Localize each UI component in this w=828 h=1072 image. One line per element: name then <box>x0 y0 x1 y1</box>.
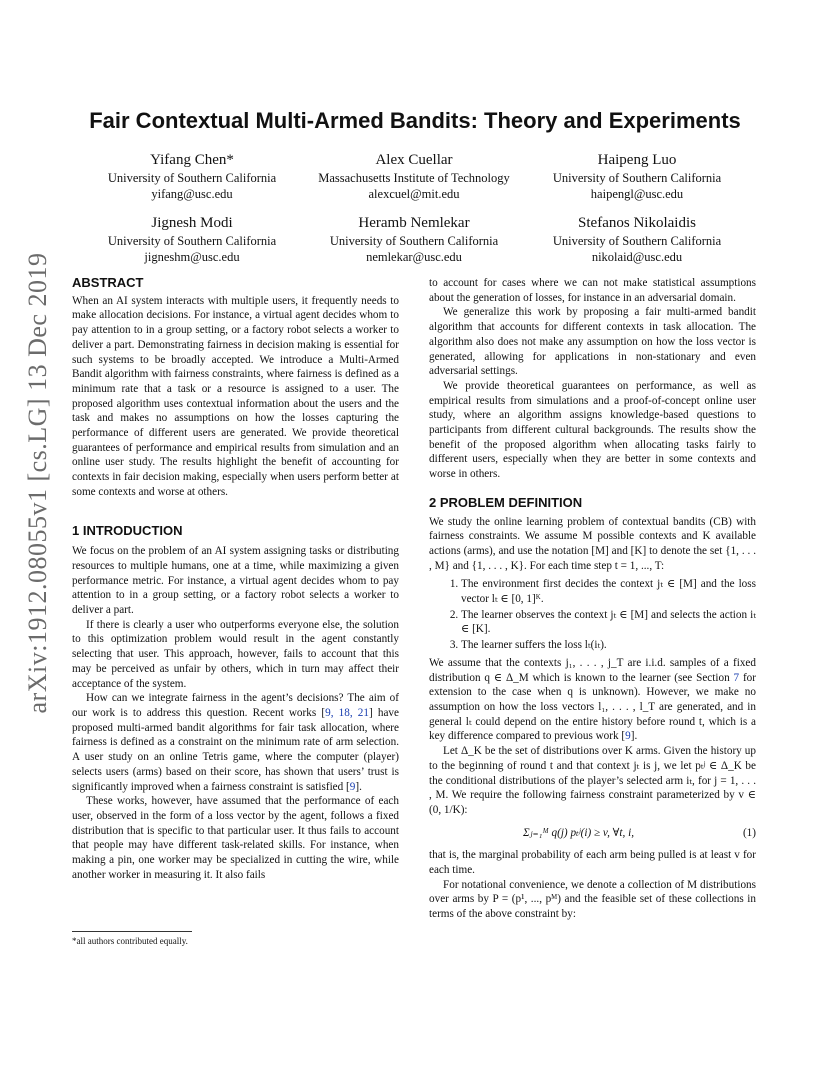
citation-link[interactable]: 9 <box>625 730 631 743</box>
author-email: nemlekar@usc.edu <box>366 250 462 264</box>
intro-paragraph: If there is clearly a user who outperforms everyone else, the solution to this optimization problem would result in the agent constantly selecting that user. This approach, however, fails to account that this may be perceived as unfair by others, which in turn may affect their acceptance of the system. <box>72 618 399 690</box>
paper-title: Fair Contextual Multi-Armed Bandits: Theory and Experiments <box>89 108 741 133</box>
right-column <box>429 276 756 922</box>
arxiv-stamp: arXiv:1912.08055v1 [cs.LG] 13 Dec 2019 <box>23 252 52 713</box>
author-affiliation: University of Southern California <box>552 234 722 248</box>
equation-number: (1) <box>742 826 756 839</box>
author-block <box>507 214 767 265</box>
author-name: Haipeng Luo <box>597 152 677 168</box>
author-affiliation: University of Southern California <box>107 171 277 185</box>
list-item: 2. The learner observes the context jₜ ∈ [M] and selects the action iₜ ∈ [K]. <box>461 608 756 637</box>
left-column <box>72 276 399 882</box>
author-email: jigneshm@usc.edu <box>144 250 240 264</box>
body-paragraph: to account for cases where we can not make statistical assumptions about the generation of losses, for instance in an adversarial domain. <box>429 277 756 304</box>
abstract-text: When an AI system interacts with multiple users, it frequently needs to make allocation decisions. For instance, a virtual agent decides whom to pay attention to in a group setting, or a factory robot selects a worker to deliver a part. Demonstrating fairness in decision making is essential for such systems to be broadly accepted. We introduce a Multi-Armed Bandit algorithm with fairness constraints, where fairness is defined as a minimum rate that a task or a resource is assigned to a user. The proposed algorithm uses contextual information about the users and the task and makes no assumptions on how the losses capturing the performance of different users are generated. We provide theoretical guarantees of performance and empirical results from simulation and an online user study. The results highlight the benefit of accounting for contexts in fair decision making, especially when users perform better at some contexts and worse at others. <box>72 294 399 498</box>
intro-paragraph: How can we integrate fairness in the agent’s decisions? The aim of our work is to address this question. Recent works [9, 18, 21] have proposed multi-armed bandit algorithms for fair task allocation, where fairness is defined as a constraint on the minimum rate of arm selection. A user study on an online Tetris game, where the computer (player) selects users (arms) based on their score, has shown that users’ trust is significantly improved when a fairness constraint is satisfied [9]. <box>72 692 399 793</box>
author-block <box>507 151 767 202</box>
intro-paragraph: These works, however, have assumed that the performance of each user, observed in the form of a loss vector by the agent, follows a fixed distribution that is specific to that particular user. It thus fails to account that people may have different task-related skills. For instance, when making a pin, one worker may be specialized in cutting the wire, while another worker in measuring it. It also fails <box>72 795 399 881</box>
author-block <box>284 151 544 202</box>
intro-heading: 1 INTRODUCTION <box>72 522 183 538</box>
author-name: Jignesh Modi <box>151 215 233 231</box>
citation-link[interactable]: 9, 18, 21 <box>325 706 369 719</box>
author-block <box>284 214 544 265</box>
section-heading: 2 PROBLEM DEFINITION <box>429 494 583 510</box>
intro-paragraph: We focus on the problem of an AI system assigning tasks or distributing resources to multiple humans, one at a time, while maximizing a given performance metric. For instance, a virtual agent decides whom to pay attention to in a group setting, or a factory robot selects a worker to deliver a part. <box>72 545 399 617</box>
abstract-heading: ABSTRACT <box>72 275 144 290</box>
list-item: 1. The environment first decides the context jₜ ∈ [M] and the loss vector lₜ ∈ [0, 1]ᴷ. <box>461 577 756 606</box>
author-affiliation: University of Southern California <box>107 234 277 248</box>
author-email: yifang@usc.edu <box>151 187 233 201</box>
author-name: Yifang Chen* <box>150 152 234 168</box>
list-item: 3. The learner suffers the loss lₜ(iₜ). <box>461 638 756 653</box>
author-block <box>62 151 322 202</box>
author-name: Heramb Nemlekar <box>358 215 470 231</box>
author-affiliation: University of Southern California <box>329 234 499 248</box>
body-paragraph: For notational convenience, we denote a collection of M distributions over arms by P = (p¹, ..., pᴹ) and the feasible set of these collections in terms of the above constraint by: <box>429 878 756 921</box>
body-paragraph: We provide theoretical guarantees on performance, as well as empirical results from simulations and a proof-of-concept online user study, where an algorithm assigns knowledge-based questions to participants from different cultural backgrounds. The results show the benefit of the proposed algorithm when allocating tasks fairly to different users, especially when they are better in some contexts and worse in others. <box>429 379 756 481</box>
equation-body: Σⱼ₌₁ᴹ q(j) pₜʲ(i) ≥ v, ∀t, i, <box>522 826 635 839</box>
citation-link[interactable]: 7 <box>733 671 740 684</box>
author-email: nikolaid@usc.edu <box>591 250 683 264</box>
body-paragraph: We assume that the contexts j₁, . . . , j_T are i.i.d. samples of a fixed distribution q ∈ Δ_M which is known to the learner (see Section 7 for extension to the case when q is unknown). However, we make no assumption on how the loss vectors l₁, . . . , l_T are generated, and in general lₜ could depend on the entire history before round t, which is a key difference compared to previous work [9]. <box>429 656 756 743</box>
footnote-divider <box>72 931 192 932</box>
citation-link[interactable]: 9 <box>349 780 356 793</box>
protocol-list <box>429 577 756 653</box>
body-paragraph: that is, the marginal probability of each arm being pulled is at least v for each time. <box>429 849 756 877</box>
author-affiliation: Massachusetts Institute of Technology <box>318 171 510 185</box>
footnote: *all authors contributed equally. <box>72 936 188 946</box>
author-name: Stefanos Nikolaidis <box>578 215 696 231</box>
body-paragraph: Let Δ_K be the set of distributions over K arms. Given the history up to the beginning of round t and that context jₜ is j, we let pₜʲ ∈ Δ_K be the conditional distributions of the player’s selected arm iₜ, for j = 1, . . . , M. We require the following fairness constraint parameterized by v ∈ (0, 1/K): <box>429 745 756 816</box>
author-affiliation: University of Southern California <box>552 171 722 185</box>
author-block <box>62 214 322 265</box>
body-paragraph: We generalize this work by proposing a fair multi-armed bandit algorithm that accounts for different contexts in task allocation. The algorithm also does not make any assumption on how the loss vector is generated, allowing for applications in non-stationary and even adversarial settings. <box>429 306 756 378</box>
body-paragraph: We study the online learning problem of contextual bandits (CB) with fairness constraints. We assume M possible contexts and K available actions (arms), and use the notation [M] and [K] to denote the set {1, . . . , M} and {1, . . . , K}. For each time step t = 1, ..., T: <box>429 515 756 572</box>
fairness-equation <box>429 826 756 841</box>
author-email: alexcuel@mit.edu <box>368 187 460 201</box>
author-email: haipengl@usc.edu <box>590 187 684 201</box>
author-name: Alex Cuellar <box>375 152 453 168</box>
